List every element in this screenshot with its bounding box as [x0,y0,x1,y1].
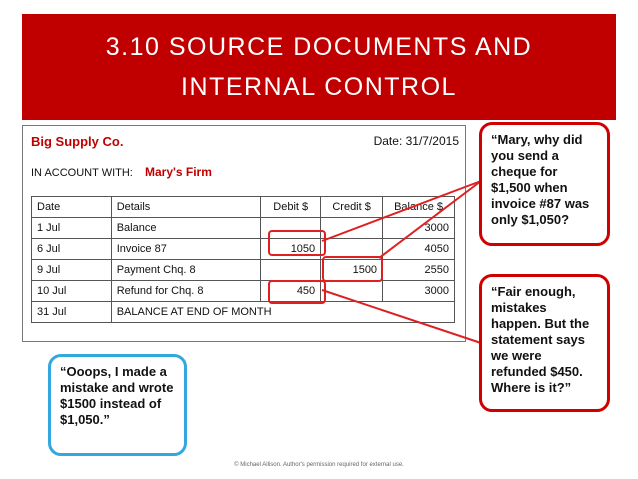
row-debit: 450 [261,281,321,302]
row-date: 1 Jul [32,218,112,239]
row-credit: 1500 [321,260,383,281]
column-header-date: Date [32,197,112,218]
slide-title-line-2: INTERNAL CONTROL [181,73,457,101]
row-date: 9 Jul [32,260,112,281]
column-header-details: Details [111,197,261,218]
row-balance: 4050 [383,239,455,260]
slide-title-line-1: 3.10 SOURCE DOCUMENTS AND [105,33,533,61]
account-name: Mary's Firm [145,165,212,179]
callout-text: “Fair enough, mistakes happen. But the statement says we were refunded $450. Where is it?” [491,284,590,395]
row-date: 10 Jul [32,281,112,302]
connector-line [379,181,481,258]
row-details: Balance [111,218,261,239]
callout-ooops [48,354,187,456]
column-header-balance: Balance $ [383,197,455,218]
copyright-footer: © Michael Allison. Author's permission required for external use. [234,462,404,468]
row-details: Payment Chq. 8 [111,260,261,281]
callout-fair-enough [479,274,610,412]
callout-text: “Mary, why did you send a cheque for $1,500 when invoice #87 was only $1,050? [491,132,590,227]
connector-line [322,181,481,241]
row-balance: 3000 [383,218,455,239]
column-header-credit: Credit $ [321,197,383,218]
statement-date: Date: 31/7/2015 [373,134,459,148]
statement-company: Big Supply Co. [31,134,124,149]
connector-line [322,290,481,343]
callout-text: “Ooops, I made a mistake and wrote $1500 instead of $1,050.” [60,364,174,427]
row-debit: 1050 [261,239,321,260]
account-label: IN ACCOUNT WITH: [31,167,133,179]
row-date: 31 Jul [32,302,112,323]
row-balance: 2550 [383,260,455,281]
row-details: BALANCE AT END OF MONTH [111,302,454,323]
row-date: 6 Jul [32,239,112,260]
column-header-debit: Debit $ [261,197,321,218]
callout-mary-question [479,122,610,246]
row-balance: 3000 [383,281,455,302]
row-details: Refund for Chq. 8 [111,281,261,302]
row-details: Invoice 87 [111,239,261,260]
